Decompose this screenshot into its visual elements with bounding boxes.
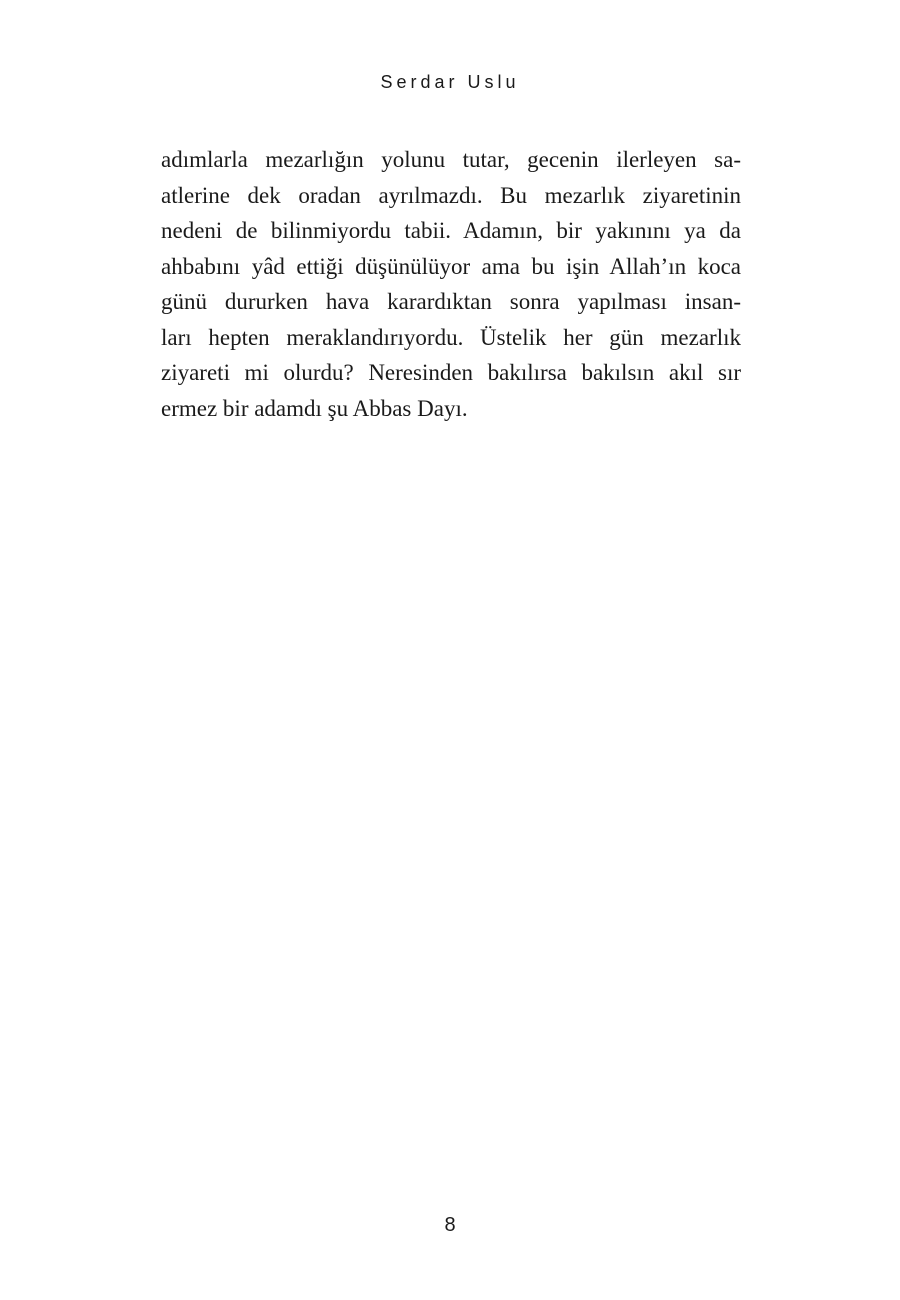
paragraph-line: günü dururken hava karardıktan sonra yapılması insan- bbox=[161, 289, 741, 314]
paragraph-line: ermez bir adamdı şu Abbas Dayı. bbox=[161, 395, 468, 421]
paragraph-line: atlerine dek oradan ayrılmazdı. Bu mezarlık ziyaretinin bbox=[161, 182, 741, 208]
paragraph-line: ları hepten meraklandırıyordu. Üstelik her gün mezarlık bbox=[161, 324, 741, 350]
running-header-author: Serdar Uslu bbox=[380, 72, 520, 92]
paragraph-line: nedeni de bilinmiyordu tabii. Adamın, bir yakınını ya da bbox=[161, 218, 741, 243]
body-paragraph bbox=[161, 142, 741, 426]
paragraph-line: adımlarla mezarlığın yolunu tutar, gecenin ilerleyen sa- bbox=[161, 147, 741, 172]
paragraph-line: ziyareti mi olurdu? Neresinden bakılırsa bakılsın akıl sır bbox=[161, 360, 741, 385]
page-number: 8 bbox=[444, 1214, 456, 1236]
paragraph-line: ahbabını yâd ettiği düşünülüyor ama bu işin Allah’ın koca bbox=[161, 253, 741, 279]
